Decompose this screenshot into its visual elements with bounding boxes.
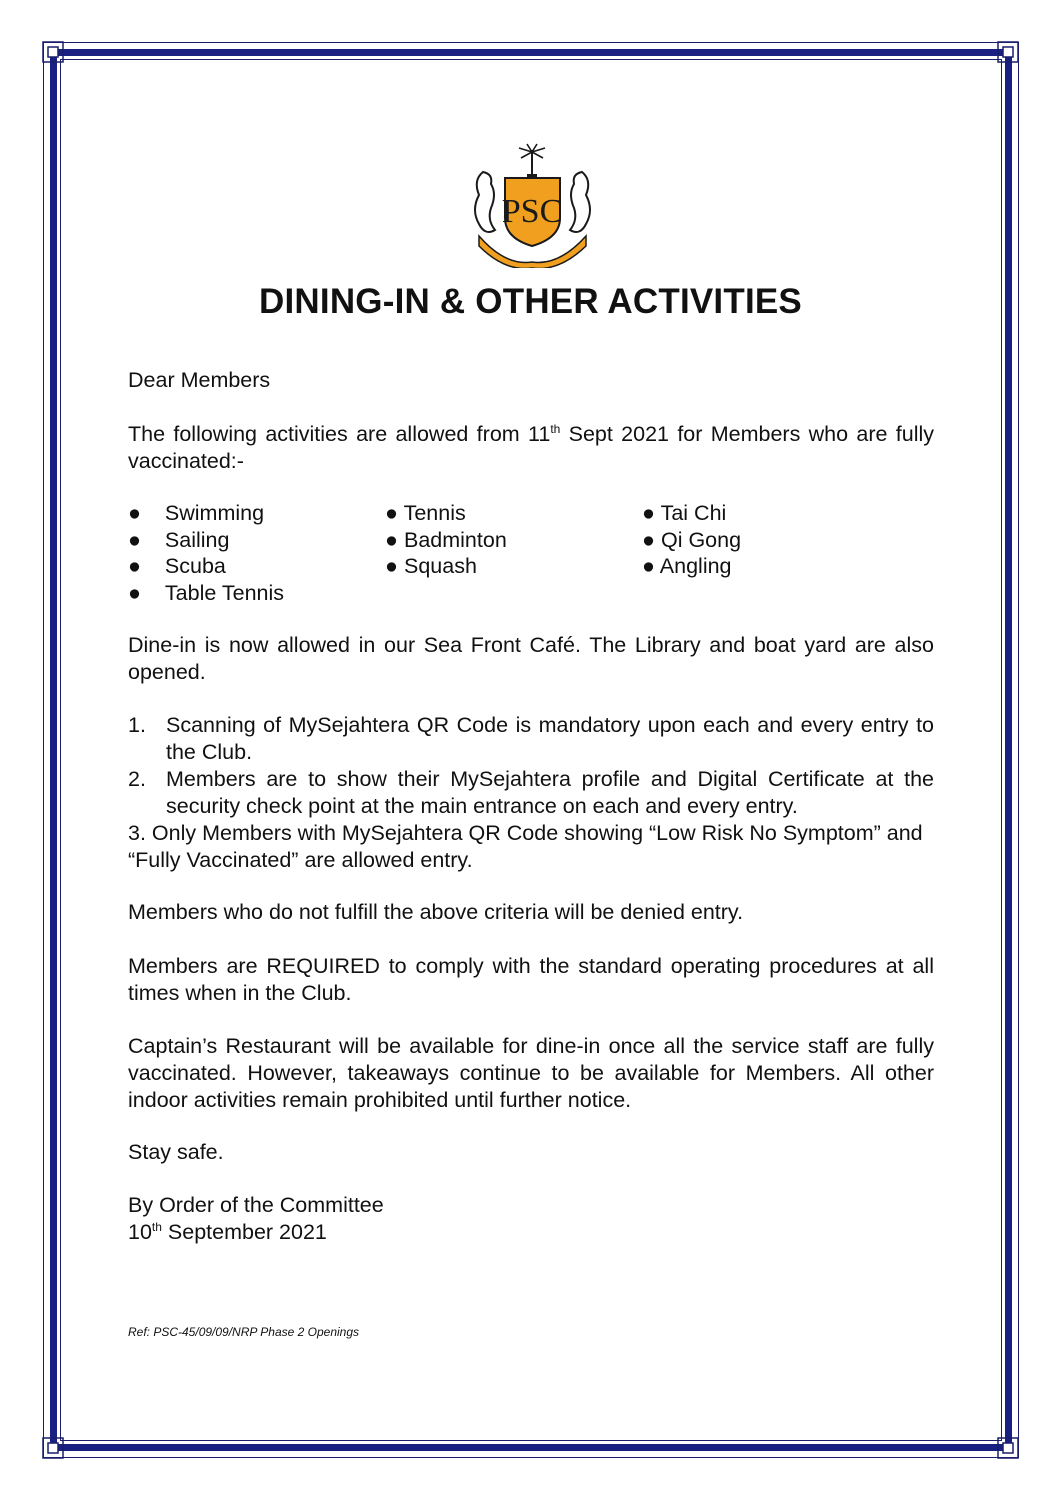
restaurant-paragraph: Captain’s Restaurant will be available for dine-in once all the service staff are fully vaccinated. However, takeaways continue to be available for Members. All other indoor activities remain prohibited until further notice. (128, 1034, 934, 1112)
intro-paragraph: The following activities are allowed from 11th Sept 2021 for Members who are fully vaccinated:- (128, 421, 934, 473)
corner-ornament-icon (40, 39, 66, 65)
signoff: By Order of the Committee 10th September 2021 (128, 1193, 384, 1244)
psc-crest-icon (465, 140, 600, 268)
list-item: ● Angling (642, 554, 732, 578)
corner-ornament-icon (995, 1435, 1021, 1461)
list-item: ● Squash (385, 554, 477, 578)
list-item: ● Sailing (128, 528, 230, 552)
greeting: Dear Members (128, 368, 271, 392)
denied-paragraph: Members who do not fulfill the above criteria will be denied entry. (128, 900, 744, 924)
list-item: ● Tai Chi (642, 501, 727, 525)
rule-item: 3. Only Members with MySejahtera QR Code showing “Low Risk No Symptom” and “Fully Vaccinated” are allowed entry. (128, 821, 923, 872)
psc-crest-logo (465, 140, 600, 268)
page-title: DINING-IN & OTHER ACTIVITIES (259, 282, 802, 321)
list-item: ● Qi Gong (642, 528, 742, 552)
list-item: ● Swimming (128, 501, 265, 525)
svg-text:PSC: PSC (501, 193, 563, 230)
sop-paragraph: Members are REQUIRED to comply with the standard operating procedures at all times when in the Club. (128, 954, 934, 1005)
rule-item: 1. Scanning of MySejahtera QR Code is mandatory upon each and every entry to the Club. (128, 713, 934, 764)
closing-line: Stay safe. (128, 1140, 224, 1164)
list-item: ● Table Tennis (128, 581, 285, 605)
rule-item: 2. Members are to show their MySejahtera profile and Digital Certificate at the security check point at the main entrance on each and every entry. (128, 767, 934, 818)
reference-line: Ref: PSC-45/09/09/NRP Phase 2 Openings (128, 1325, 360, 1339)
list-item: ● Tennis (385, 501, 466, 525)
dine-in-paragraph: Dine-in is now allowed in our Sea Front Café. The Library and boat yard are also opened. (128, 633, 934, 684)
corner-ornament-icon (40, 1435, 66, 1461)
corner-ornament-icon (995, 39, 1021, 65)
list-item: ● Badminton (385, 528, 507, 552)
list-item: ● Scuba (128, 554, 226, 578)
